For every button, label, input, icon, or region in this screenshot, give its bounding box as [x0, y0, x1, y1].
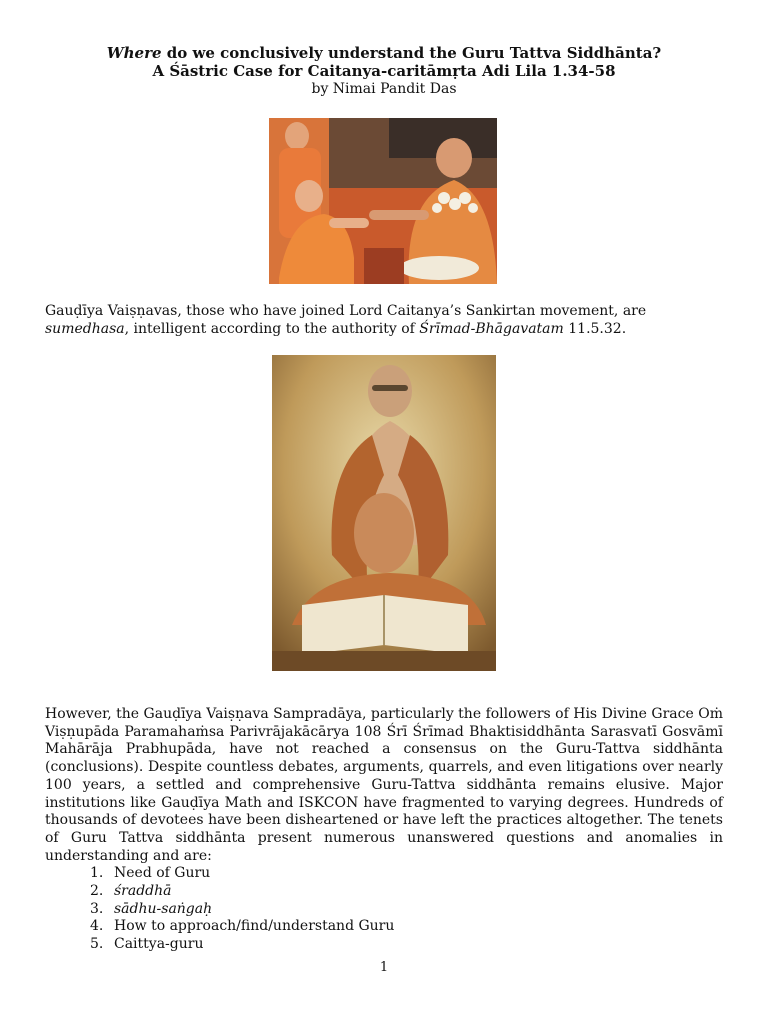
list-item-number: 2.: [90, 882, 104, 899]
intro-emphasis: sumedhasa: [45, 320, 125, 337]
list-item-text: sādhu-saṅgaḥ: [114, 900, 213, 917]
intro-text: , intelligent according to the authority of: [124, 320, 420, 337]
list-item: [90, 865, 394, 883]
list-item-number: 5.: [90, 936, 104, 953]
tenet-list: [90, 865, 394, 954]
list-item: [90, 901, 394, 919]
title-line1-text: do we conclusively understand the Guru Tattva Siddhānta?: [161, 44, 662, 62]
list-item-number: 3.: [90, 900, 104, 917]
intro-text: Gauḍīya Vaiṣṇavas, those who have joined Lord Caitanya’s Sankirtan movement, are: [45, 303, 647, 319]
document-title-line1: [0, 44, 768, 62]
list-item: [90, 936, 394, 954]
scripture-title: Śrīmad-Bhāgavatam: [419, 320, 564, 337]
list-item: [90, 883, 394, 901]
page-number: 1: [379, 960, 389, 975]
list-item-number: 1.: [90, 865, 104, 881]
list-item-text: śraddhā: [114, 882, 172, 899]
intro-text: 11.5.32.: [563, 320, 627, 337]
document-title-line2: A Śāstric Case for Caitanya-caritāmṛta Adi Lila 1.34-58: [152, 62, 616, 80]
list-item-text: Need of Guru: [114, 865, 211, 881]
portrait-photo: [272, 355, 496, 671]
list-item-text: How to approach/find/understand Guru: [114, 918, 395, 935]
author-byline: by Nimai Pandit Das: [311, 81, 457, 97]
intro-paragraph: [45, 303, 723, 338]
initiation-photo: [269, 118, 497, 284]
main-paragraph: However, the Gauḍīya Vaiṣṇava Sampradāya, particularly the followers of His Divine Grace Oṁ Viṣṇupāda Paramahaṁsa Parivrājakācārya 108 Śrī Śrīmad Bhaktisiddhānta Sarasvatī Gosvāmī Mahārāja Prabhupāda, have not reached a consensus on the Guru-Tattva siddhānta (conclusions). Despite countless debates, arguments, quarrels, and even litigations over nearly 100 years, a settled and comprehensive Guru-Tattva siddhānta remains elusive. Major institutions like Gauḍīya Math and ISKCON have fragmented to varying degrees. Hundreds of thousands of devotees have been disheartened or have left the practices altogether. The tenets of Guru Tattva siddhānta present numerous unanswered questions and anomalies in understanding and are:: [45, 706, 723, 864]
list-item: [90, 918, 394, 936]
list-item-text: Caittya-guru: [114, 936, 204, 953]
title-italic-word: Where: [106, 44, 162, 62]
list-item-number: 4.: [90, 918, 104, 935]
